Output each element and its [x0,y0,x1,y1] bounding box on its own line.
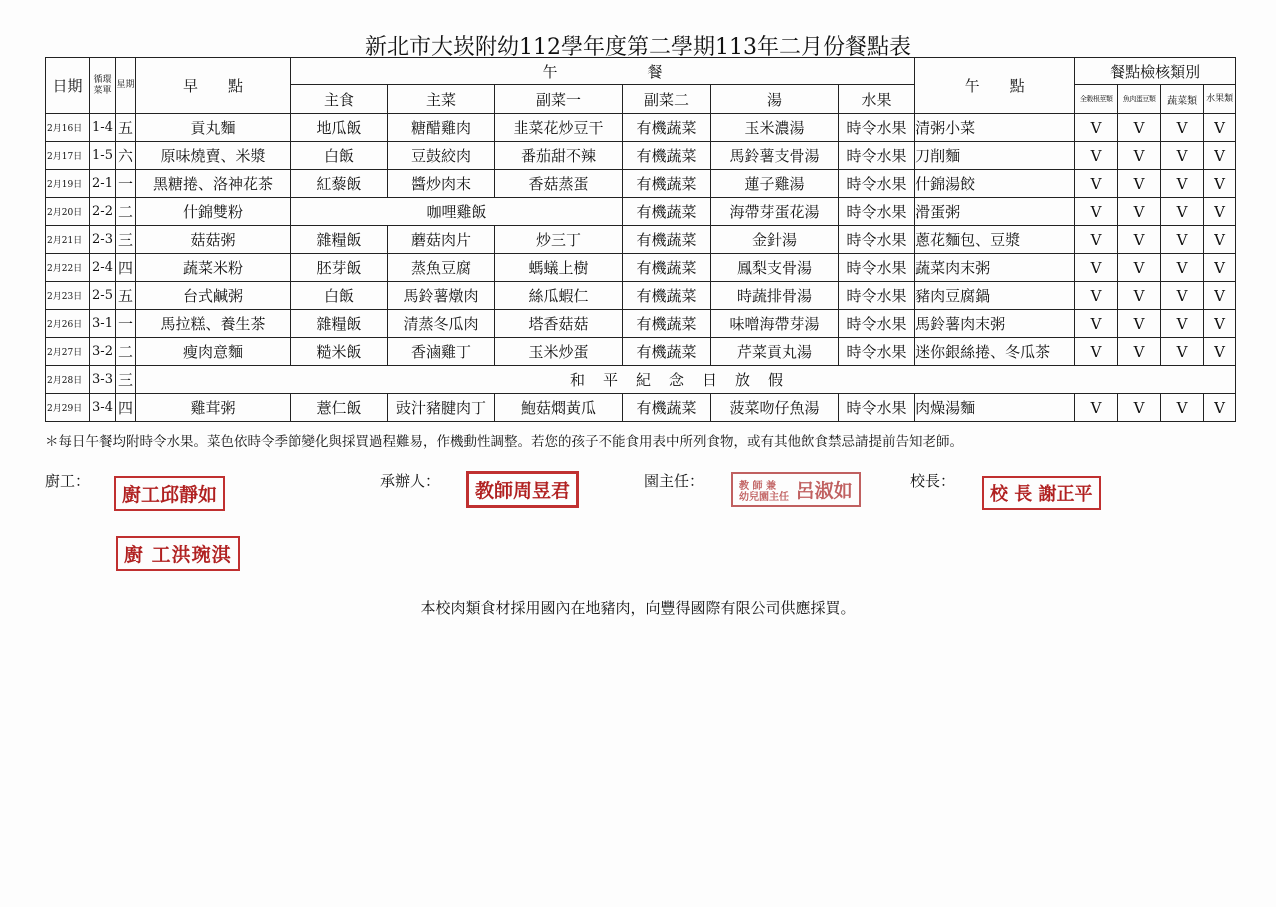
staple-cell: 糙米飯 [291,338,388,366]
director-stamp-title [739,481,789,503]
header-lunch: 午 餐 [291,58,915,85]
check-mark-cell: V [1204,198,1236,226]
check-mark-cell: V [1161,254,1204,282]
breakfast-cell: 黑糖捲、洛神花茶 [136,170,291,198]
side-dish-1-cell: 韭菜花炒豆干 [495,114,623,142]
snack-cell: 蔥花麵包、豆漿 [915,226,1075,254]
fruit-cell: 時令水果 [839,142,915,170]
table-row [46,226,1236,254]
meal-table-body [46,114,1236,422]
snack-cell: 肉燥湯麵 [915,394,1075,422]
soup-cell: 時蔬排骨湯 [711,282,839,310]
staple-cell: 雜糧飯 [291,310,388,338]
header-cycle: 循環菜單 [90,58,116,114]
main-dish-cell: 豆鼓絞肉 [388,142,495,170]
staple-cell: 胚芽飯 [291,254,388,282]
soup-cell: 玉米濃湯 [711,114,839,142]
check-mark-cell: V [1161,198,1204,226]
weekday-cell: 六 [116,142,136,170]
cycle-cell: 2-2 [90,198,116,226]
fruit-cell: 時令水果 [839,394,915,422]
director-label: 園主任： [644,472,705,490]
weekday-cell: 五 [116,114,136,142]
table-row [46,198,1236,226]
header-breakfast: 早 點 [136,58,291,114]
director-stamp-title-1: 教 師 兼 [739,481,776,492]
snack-cell: 什錦湯餃 [915,170,1075,198]
check-mark-cell: V [1118,142,1161,170]
cycle-cell: 2-5 [90,282,116,310]
header-snack: 午 點 [915,58,1075,114]
main-dish-cell: 蒸魚豆腐 [388,254,495,282]
check-mark-cell: V [1204,142,1236,170]
check-mark-cell: V [1204,394,1236,422]
side-dish-2-cell: 有機蔬菜 [623,282,711,310]
soup-cell: 菠菜吻仔魚湯 [711,394,839,422]
table-row [46,366,1236,394]
header-side2: 副菜二 [623,85,711,114]
side-dish-1-cell: 鮑菇燜黃瓜 [495,394,623,422]
breakfast-cell: 蔬菜米粉 [136,254,291,282]
date-cell: 2月27日 [46,338,90,366]
breakfast-cell: 菇菇粥 [136,226,291,254]
header-soup: 湯 [711,85,839,114]
table-row [46,114,1236,142]
cycle-cell: 1-4 [90,114,116,142]
main-dish-cell: 醬炒肉末 [388,170,495,198]
table-row [46,338,1236,366]
check-mark-cell: V [1161,142,1204,170]
check-mark-cell: V [1161,282,1204,310]
handler-stamp: 教師周昱君 [466,471,579,508]
check-mark-cell: V [1161,226,1204,254]
cycle-cell: 3-4 [90,394,116,422]
staple-cell: 薏仁飯 [291,394,388,422]
date-cell: 2月19日 [46,170,90,198]
side-dish-1-cell: 番茄甜不辣 [495,142,623,170]
soup-cell: 蓮子雞湯 [711,170,839,198]
cook-stamp-2: 廚 工洪琬淇 [116,536,240,571]
check-mark-cell: V [1118,170,1161,198]
director-stamp-title-2: 幼兒園主任 [739,492,789,503]
director-stamp [731,472,861,507]
main-dish-cell: 馬鈴薯燉肉 [388,282,495,310]
weekday-cell: 四 [116,254,136,282]
header-weekday: 星期 [116,58,136,114]
menu-note: ＊每日午餐均附時令水果。菜色依時令季節變化與採買過程難易，作機動性調整。若您的孩子不能食用表中所列食物，或有其他飲食禁忌請提前告知老師。 [45,434,963,450]
table-row [46,310,1236,338]
snack-cell: 迷你銀絲捲、冬瓜茶 [915,338,1075,366]
staple-cell: 地瓜飯 [291,114,388,142]
side-dish-2-cell: 有機蔬菜 [623,114,711,142]
check-mark-cell: V [1118,114,1161,142]
check-mark-cell: V [1118,226,1161,254]
staple-cell: 雜糧飯 [291,226,388,254]
breakfast-cell: 什錦雙粉 [136,198,291,226]
cycle-cell: 2-3 [90,226,116,254]
check-mark-cell: V [1161,170,1204,198]
handler-label: 承辦人： [380,472,441,490]
date-cell: 2月28日 [46,366,90,394]
weekday-cell: 五 [116,282,136,310]
cycle-cell: 2-4 [90,254,116,282]
check-mark-cell: V [1075,310,1118,338]
side-dish-2-cell: 有機蔬菜 [623,170,711,198]
fruit-cell: 時令水果 [839,338,915,366]
date-cell: 2月17日 [46,142,90,170]
header-check-veg: 蔬菜類 [1161,85,1204,114]
date-cell: 2月29日 [46,394,90,422]
weekday-cell: 四 [116,394,136,422]
main-dish-cell: 清蒸冬瓜肉 [388,310,495,338]
weekday-cell: 二 [116,338,136,366]
weekday-cell: 三 [116,226,136,254]
soup-cell: 海帶芽蛋花湯 [711,198,839,226]
check-mark-cell: V [1204,254,1236,282]
soup-cell: 馬鈴薯支骨湯 [711,142,839,170]
page-title: 新北市大崁附幼112學年度第二學期113年二月份餐點表 [365,35,911,60]
check-mark-cell: V [1204,170,1236,198]
main-dish-cell: 香滷雞丁 [388,338,495,366]
header-check-protein: 魚肉蛋豆類 [1118,85,1161,114]
header-check-fruit: 水果類 [1204,85,1236,114]
check-mark-cell: V [1075,338,1118,366]
cook-stamp-1: 廚工邱靜如 [114,476,225,511]
breakfast-cell: 瘦肉意麵 [136,338,291,366]
staple-cell: 紅藜飯 [291,170,388,198]
snack-cell: 馬鈴薯肉末粥 [915,310,1075,338]
check-mark-cell: V [1161,338,1204,366]
snack-cell: 滑蛋粥 [915,198,1075,226]
main-dish-cell: 豉汁豬腱肉丁 [388,394,495,422]
staple-cell: 白飯 [291,142,388,170]
snack-cell: 刀削麵 [915,142,1075,170]
main-dish-cell: 糖醋雞肉 [388,114,495,142]
check-mark-cell: V [1204,310,1236,338]
header-staple: 主食 [291,85,388,114]
header-fruit: 水果 [839,85,915,114]
snack-cell: 清粥小菜 [915,114,1075,142]
check-mark-cell: V [1161,394,1204,422]
table-row [46,282,1236,310]
snack-cell: 豬肉豆腐鍋 [915,282,1075,310]
date-cell: 2月21日 [46,226,90,254]
check-mark-cell: V [1204,338,1236,366]
side-dish-2-cell: 有機蔬菜 [623,338,711,366]
check-mark-cell: V [1118,198,1161,226]
side-dish-2-cell: 有機蔬菜 [623,226,711,254]
check-mark-cell: V [1075,114,1118,142]
soup-cell: 味噌海帶芽湯 [711,310,839,338]
main-dish-cell: 蘑菇肉片 [388,226,495,254]
side-dish-1-cell: 塔香菇菇 [495,310,623,338]
header-check-grains: 全穀根莖類 [1075,85,1118,114]
soup-cell: 芹菜貢丸湯 [711,338,839,366]
table-row [46,254,1236,282]
fruit-cell: 時令水果 [839,310,915,338]
check-mark-cell: V [1204,282,1236,310]
table-row [46,394,1236,422]
cycle-cell: 3-2 [90,338,116,366]
date-cell: 2月20日 [46,198,90,226]
check-mark-cell: V [1075,254,1118,282]
check-mark-cell: V [1075,282,1118,310]
cycle-cell: 2-1 [90,170,116,198]
side-dish-2-cell: 有機蔬菜 [623,142,711,170]
fruit-cell: 時令水果 [839,114,915,142]
side-dish-2-cell: 有機蔬菜 [623,310,711,338]
combined-lunch-cell: 咖哩雞飯 [291,198,623,226]
fruit-cell: 時令水果 [839,254,915,282]
check-mark-cell: V [1118,282,1161,310]
check-mark-cell: V [1075,394,1118,422]
check-mark-cell: V [1075,226,1118,254]
date-cell: 2月16日 [46,114,90,142]
check-mark-cell: V [1075,170,1118,198]
check-mark-cell: V [1161,310,1204,338]
side-dish-1-cell: 玉米炒蛋 [495,338,623,366]
holiday-cell: 和平紀念日放假 [136,366,1236,394]
footer-note: 本校肉類食材採用國內在地豬肉，向豐得國際有限公司供應採買。 [420,599,856,617]
check-mark-cell: V [1118,310,1161,338]
date-cell: 2月23日 [46,282,90,310]
side-dish-2-cell: 有機蔬菜 [623,198,711,226]
cycle-cell: 1-5 [90,142,116,170]
check-mark-cell: V [1204,226,1236,254]
fruit-cell: 時令水果 [839,198,915,226]
side-dish-2-cell: 有機蔬菜 [623,394,711,422]
breakfast-cell: 馬拉糕、養生茶 [136,310,291,338]
check-mark-cell: V [1204,114,1236,142]
side-dish-1-cell: 螞蟻上樹 [495,254,623,282]
weekday-cell: 一 [116,170,136,198]
meal-table [45,57,1236,422]
header-main: 主菜 [388,85,495,114]
date-cell: 2月22日 [46,254,90,282]
fruit-cell: 時令水果 [839,282,915,310]
header-side1: 副菜一 [495,85,623,114]
check-mark-cell: V [1118,254,1161,282]
check-mark-cell: V [1075,198,1118,226]
breakfast-cell: 原味燒賣、米漿 [136,142,291,170]
cook-label: 廚工： [45,472,91,490]
check-mark-cell: V [1161,114,1204,142]
director-stamp-name: 呂淑如 [795,480,853,502]
table-row [46,142,1236,170]
soup-cell: 金針湯 [711,226,839,254]
weekday-cell: 一 [116,310,136,338]
staple-cell: 白飯 [291,282,388,310]
side-dish-1-cell: 香菇蒸蛋 [495,170,623,198]
header-check-group: 餐點檢核類別 [1075,58,1236,85]
table-row [46,170,1236,198]
check-mark-cell: V [1118,338,1161,366]
side-dish-2-cell: 有機蔬菜 [623,254,711,282]
breakfast-cell: 貢丸麵 [136,114,291,142]
date-cell: 2月26日 [46,310,90,338]
breakfast-cell: 雞茸粥 [136,394,291,422]
snack-cell: 蔬菜肉末粥 [915,254,1075,282]
weekday-cell: 二 [116,198,136,226]
fruit-cell: 時令水果 [839,170,915,198]
fruit-cell: 時令水果 [839,226,915,254]
cycle-cell: 3-1 [90,310,116,338]
check-mark-cell: V [1075,142,1118,170]
principal-label: 校長： [910,472,956,490]
soup-cell: 鳳梨支骨湯 [711,254,839,282]
breakfast-cell: 台式鹹粥 [136,282,291,310]
weekday-cell: 三 [116,366,136,394]
side-dish-1-cell: 絲瓜蝦仁 [495,282,623,310]
header-date: 日期 [46,58,90,114]
check-mark-cell: V [1118,394,1161,422]
side-dish-1-cell: 炒三丁 [495,226,623,254]
cycle-cell: 3-3 [90,366,116,394]
principal-stamp: 校 長 謝正平 [982,476,1101,510]
